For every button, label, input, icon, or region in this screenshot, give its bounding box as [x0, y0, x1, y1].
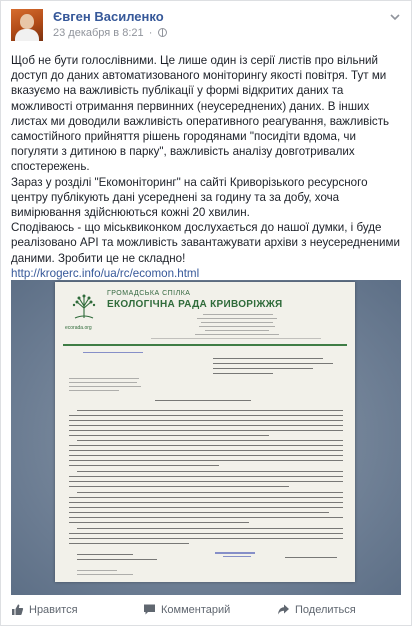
like-button[interactable] [11, 603, 78, 616]
share-label: Поделиться [295, 603, 356, 616]
tree-logo-icon [67, 292, 101, 324]
author-name[interactable]: Євген Василенко [53, 9, 164, 24]
post-meta: 23 декабря в 8:21 · [53, 27, 167, 39]
post-paragraph: Зараз у розділі "Екомоніторинг" на сайті Криворізького ресурсного центру публікують дані усереднені за годину та за добу, хоча вимірювання здійснюються кожні 20 хвилин. [11, 175, 368, 220]
comment-label: Комментарий [161, 603, 231, 616]
post-timestamp[interactable]: 23 декабря в 8:21 [53, 27, 144, 39]
globe-icon[interactable] [158, 28, 167, 37]
post-photo[interactable] [11, 280, 401, 595]
like-label: Нравится [29, 603, 78, 616]
org-name: ЕКОЛОГІЧНА РАДА КРИВОРІЖЖЯ [107, 299, 283, 310]
letter-document [55, 282, 355, 582]
thumbs-up-icon [11, 603, 24, 616]
comment-icon [143, 603, 156, 616]
post-link[interactable]: http://krogerc.info/ua/rc/ecomon.html [11, 266, 200, 280]
post-paragraph: Щоб не бути голослівними. Це лише один із серії листів про вільний доступ до даних автоматизованого моніторингу якості повітря. Тут ми вказуємо на важливість публікації у формі відкритих даних та можливості отримання первинних (неусереднених) даних. В інших листах ми доводили важливість оперативного реагування, важливість самостійного прийняття рішень городянами "посидіти вдома, чи погуляти з дитиною в парку", важливість аналізу довготривалих спостережень. [11, 54, 390, 174]
post-text [11, 53, 403, 281]
chevron-down-icon[interactable] [389, 11, 401, 23]
action-bar [11, 601, 401, 621]
org-line: ГРОМАДСЬКА СПІЛКА [107, 290, 191, 297]
post-paragraph: Сподіваюсь - що міськвиконком дослухається до нашої думки, і буде реалізовано АРІ та можливість завантажувати архіви з неусередненими даними. Зробити це не складно! [11, 221, 400, 265]
post-header [11, 9, 401, 43]
share-icon [277, 603, 290, 616]
author-avatar[interactable] [11, 9, 43, 41]
share-button[interactable] [277, 603, 356, 616]
comment-button[interactable] [143, 603, 230, 616]
logo-caption: ecorada.org [65, 325, 92, 331]
